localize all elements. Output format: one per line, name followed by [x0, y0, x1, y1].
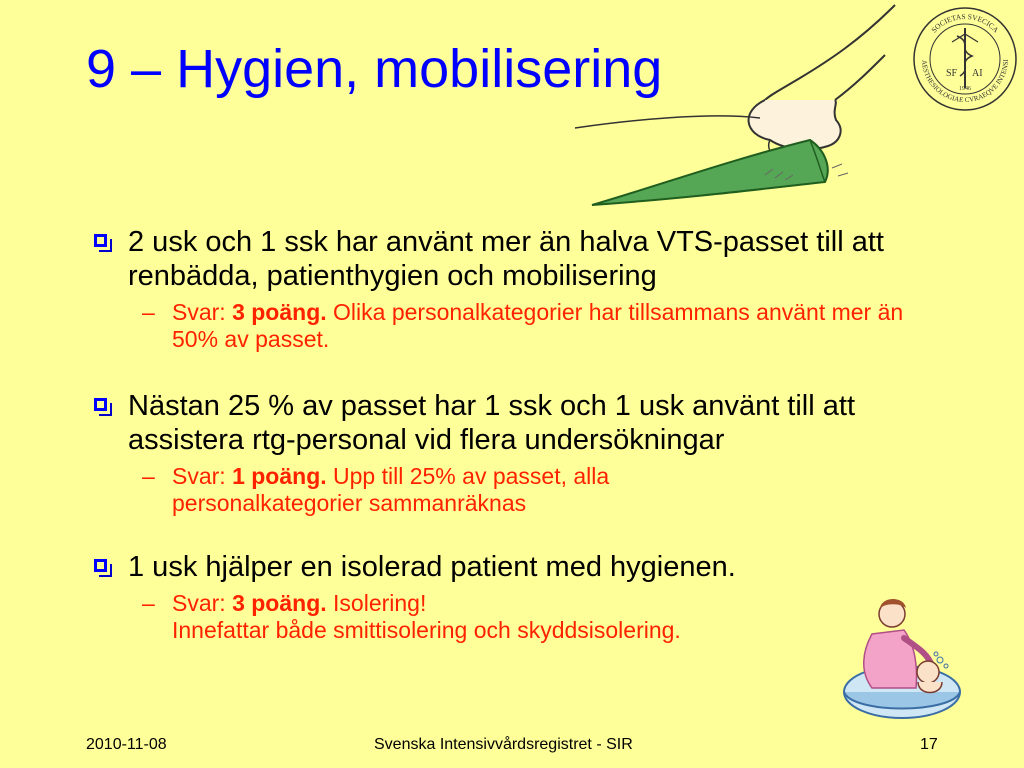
bullet-item-1 [94, 225, 954, 353]
bullet-text: 2 usk och 1 ssk har använt mer än halva VTS-passet till att renbädda, patienthygien och mobilisering [128, 226, 884, 292]
footer-center-text: Svenska Intensivvårdsregistret - SIR [374, 736, 633, 753]
bathing-patient-illustration [832, 592, 962, 722]
answer-points: 3 poäng. [232, 299, 327, 325]
answer-line: – Svar: 3 poäng. Olika personalkategorier har tillsammans använt mer än 50% av passet. [142, 299, 904, 352]
answer-line: – Svar: 3 poäng. Isolering! Innefattar både smittisolering och skyddsisolering. [142, 590, 681, 643]
answer-text: Isolering! [326, 590, 427, 616]
answer-text: Upp till 25% av passet, alla personalkategorier sammanräknas [172, 463, 610, 516]
svg-text:ANAESTHESIOLOGIAE CVRAEQVE INT: AESTHESIOLOGIAE CVRAEQVE INTENSI [919, 59, 1011, 105]
bullet-text: 1 usk hjälper en isolerad patient med hygienen. [128, 551, 736, 583]
answer-points: 1 poäng. [232, 463, 327, 489]
answer-text: Olika personalkategorier har tillsammans använt mer än 50% av passet. [172, 299, 904, 352]
checkbox-bullet-icon [94, 234, 107, 247]
answer-prefix: Svar: [172, 463, 233, 489]
answer-text-line2: Innefattar både smittisolering och skyddsisolering. [172, 617, 681, 643]
checkbox-bullet-icon [94, 398, 107, 411]
svg-text:SF: SF [946, 68, 958, 79]
slide-title: 9 – Hygien, mobilisering [86, 39, 663, 99]
svg-text:AI: AI [972, 68, 983, 79]
society-seal-logo [912, 6, 1018, 112]
answer-line: – Svar: 1 poäng. Upp till 25% av passet, alla personalkategorier sammanräknas [142, 463, 610, 516]
svg-text:1946: 1946 [959, 86, 971, 92]
answer-prefix: Svar: [172, 299, 233, 325]
answer-points: 3 poäng. [232, 590, 327, 616]
answer-prefix: Svar: [172, 590, 233, 616]
svg-text:SOCIETAS SVECICA: SOCIETAS SVECICA [929, 11, 1001, 35]
bullet-item-2 [94, 389, 954, 517]
hand-sheet-illustration [570, 0, 900, 215]
footer-page-number: 17 [920, 736, 938, 753]
footer-date: 2010-11-08 [86, 736, 167, 753]
checkbox-bullet-icon [94, 559, 107, 572]
bullet-item-3 [94, 550, 954, 644]
bullet-text: Nästan 25 % av passet har 1 ssk och 1 usk använt till att assistera rtg-personal vid flera undersökningar [128, 390, 855, 456]
